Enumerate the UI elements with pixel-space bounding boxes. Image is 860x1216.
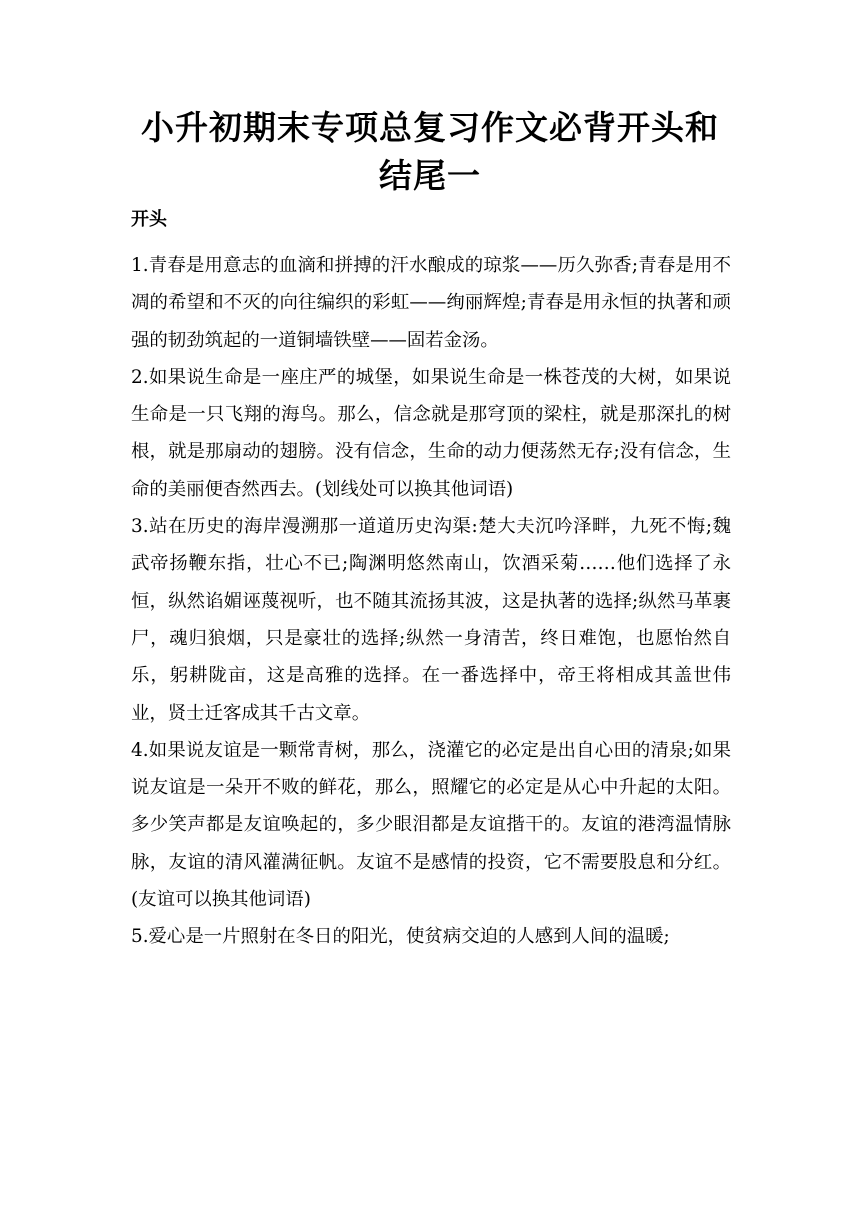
paragraph: 3.站在历史的海岸漫溯那一道道历史沟渠:楚大夫沉吟泽畔，九死不悔;魏武帝扬鞭东指，壮心不已;陶渊明悠然南山，饮酒采菊……他们选择了永恒，纵然谄媚诬蔑视听，也不随其流扬其波，这是执著的选择;纵然马革裹尸，魂归狼烟，只是豪壮的选择;纵然一身清苦，终日难饱，也愿怡然自乐，躬耕陇亩，这是高雅的选择。在一番选择中，帝王将相成其盖世伟业，贤士迁客成其千古文章。	[131, 516, 731, 724]
paragraph: 2.如果说生命是一座庄严的城堡，如果说生命是一株苍茂的大树，如果说生命是一只飞翔的海鸟。那么，信念就是那穹顶的梁柱，就是那深扎的树根，就是那扇动的翅膀。没有信念，生命的动力便荡然无存;没有信念，生命的美丽便杳然西去。(划线处可以换其他词语)	[131, 366, 731, 500]
document-title: 小升初期末专项总复习作文必背开头和结尾一	[141, 108, 719, 195]
paragraph: 4.如果说友谊是一颗常青树，那么，浇灌它的必定是出自心田的清泉;如果说友谊是一朵开不败的鲜花，那么，照耀它的必定是从心中升起的太阳。多少笑声都是友谊唤起的，多少眼泪都是友谊揩干的。友谊的港湾温情脉脉，友谊的清风灌满征帆。友谊不是感情的投资，它不需要股息和分红。(友谊可以换其他词语)	[131, 739, 731, 911]
paragraph: 5.爱心是一片照射在冬日的阳光，使贫病交迫的人感到人间的温暖;	[131, 926, 670, 948]
paragraph: 1.青春是用意志的血滴和拼搏的汗水酿成的琼浆——历久弥香;青春是用不凋的希望和不灭的向往编织的彩虹——绚丽辉煌;青春是用永恒的执著和顽强的韧劲筑起的一道铜墙铁壁——固若金汤。	[131, 255, 731, 351]
section-heading: 开头	[131, 209, 167, 230]
document-body	[131, 247, 731, 956]
